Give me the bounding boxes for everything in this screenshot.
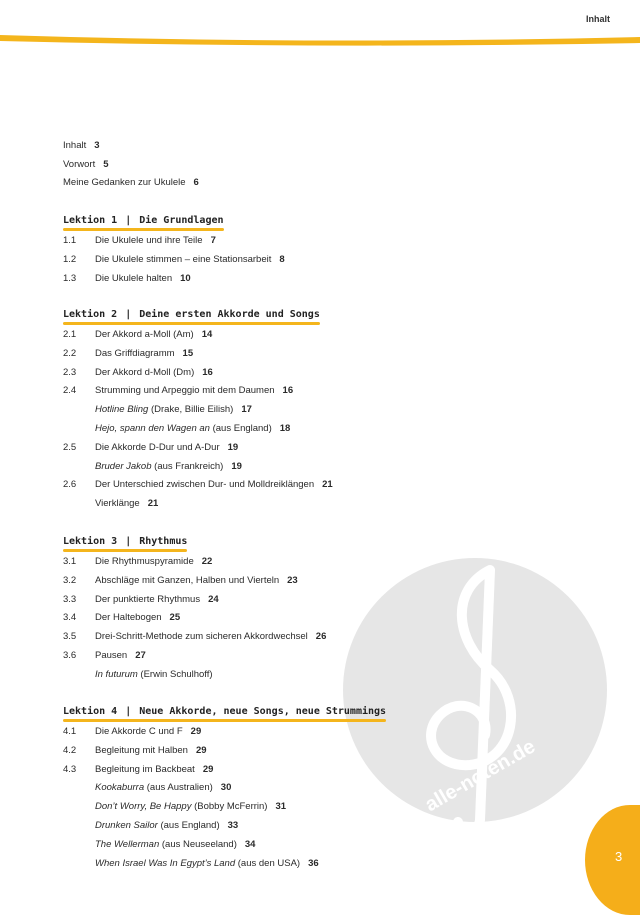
- lesson-underline: [63, 322, 320, 325]
- watermark-text: alle-noten.de: [421, 735, 540, 817]
- lesson-separator: |: [125, 706, 132, 717]
- entry-page: 7: [210, 235, 216, 246]
- lesson-heading[interactable]: [63, 309, 320, 322]
- entry-title: Meine Gedanken zur Ukulele: [63, 177, 186, 188]
- entry-number: 1.1: [63, 235, 77, 246]
- entry-page: 18: [279, 423, 291, 434]
- entry-page: 23: [287, 574, 298, 586]
- entry-page: 16: [282, 385, 294, 397]
- lesson-separator: |: [125, 215, 132, 226]
- toc-entry[interactable]: [63, 631, 326, 643]
- lesson-underline: [63, 719, 386, 722]
- lesson-separator: |: [125, 309, 132, 320]
- entry-number: 2.6: [63, 479, 77, 491]
- entry-title: Der punktierte Rhythmus: [95, 593, 201, 605]
- lesson-label: Lektion 1: [63, 215, 118, 226]
- entry-page: 29: [195, 744, 207, 756]
- lesson-label: Lektion 2: [63, 309, 118, 320]
- entry-title: Der Akkord d-Moll (Dm): [95, 366, 195, 378]
- entry-page: 15: [182, 347, 194, 359]
- entry-number: 4.3: [63, 763, 77, 775]
- entry-song-title: Hotline Bling: [95, 404, 149, 416]
- entry-page: 29: [202, 763, 214, 775]
- entry-song-origin: (Drake, Billie Eilish): [148, 404, 234, 416]
- entry-song-origin: (aus England): [209, 423, 272, 434]
- entry-page: 5: [103, 158, 109, 170]
- toc-entry[interactable]: [63, 839, 255, 851]
- entry-number: 4.2: [63, 744, 77, 756]
- entry-page: 21: [322, 479, 333, 491]
- toc-entry[interactable]: [63, 782, 231, 794]
- lesson-title: Rhythmus: [139, 536, 188, 547]
- entry-title: Abschläge mit Ganzen, Halben und Vierteln: [95, 574, 280, 586]
- toc-entry[interactable]: [63, 177, 199, 189]
- lesson-underline: [63, 228, 224, 231]
- entry-number: 1.3: [63, 272, 77, 284]
- toc-entry[interactable]: [63, 273, 191, 285]
- entry-number: 3.3: [63, 593, 77, 605]
- toc-entry[interactable]: [63, 650, 146, 662]
- entry-number: 2.4: [63, 385, 77, 397]
- entry-title: Die Ukulele stimmen – eine Stationsarbeit: [95, 253, 272, 265]
- entry-page: 8: [279, 253, 285, 265]
- toc-entry[interactable]: [63, 140, 100, 152]
- entry-title: Vorwort: [63, 158, 96, 170]
- toc-entry[interactable]: [63, 669, 213, 681]
- entry-song-title: Don’t Worry, Be Happy: [95, 801, 192, 813]
- entry-number: 3.2: [63, 574, 77, 586]
- lesson-heading[interactable]: [63, 706, 386, 719]
- entry-song-title: The Wellerman: [95, 838, 160, 850]
- toc-entry[interactable]: [63, 594, 219, 606]
- entry-song-title: Bruder Jakob: [95, 460, 152, 472]
- toc-entry[interactable]: [63, 726, 201, 738]
- header-section-label: Inhalt: [586, 14, 610, 24]
- entry-title: Drei-Schritt-Methode zum sicheren Akkordwechsel: [95, 631, 308, 643]
- toc-entry[interactable]: [63, 612, 180, 624]
- entry-number: 1.2: [63, 253, 77, 265]
- lesson-label: Lektion 3: [63, 536, 118, 547]
- entry-song-title: Drunken Sailor: [95, 820, 158, 831]
- entry-title: Pausen: [95, 650, 128, 661]
- entry-song-title: Hejo, spann den Wagen an: [95, 423, 210, 434]
- entry-title: Der Unterschied zwischen Dur- und Molldreiklängen: [95, 479, 315, 491]
- toc-entry[interactable]: [63, 404, 252, 416]
- entry-title: Begleitung mit Halben: [95, 744, 188, 756]
- top-accent-stripe: [0, 33, 640, 47]
- entry-number: 2.5: [63, 441, 77, 453]
- entry-song-title: When Israel Was In Egypt’s Land: [95, 857, 236, 869]
- entry-page: 26: [315, 631, 327, 643]
- treble-clef-icon: [340, 530, 610, 850]
- toc-entry[interactable]: [63, 461, 242, 473]
- entry-page: 27: [135, 650, 146, 661]
- toc-entry[interactable]: [63, 801, 286, 813]
- toc-entry[interactable]: [63, 764, 213, 776]
- toc-entry[interactable]: [63, 556, 212, 568]
- entry-title: Das Griffdiagramm: [95, 347, 175, 359]
- entry-number: 2.2: [63, 347, 77, 359]
- entry-page: 17: [241, 404, 252, 416]
- entry-number: 3.6: [63, 650, 77, 661]
- lesson-heading[interactable]: [63, 215, 224, 228]
- toc-entry[interactable]: [63, 159, 109, 171]
- entry-song-origin: (Erwin Schulhoff): [137, 668, 213, 680]
- entry-page: 36: [308, 857, 319, 869]
- lesson-label: Lektion 4: [63, 706, 118, 717]
- entry-title: Inhalt: [63, 140, 87, 151]
- entry-title: Vierklänge: [95, 498, 140, 510]
- entry-page: 24: [208, 593, 219, 605]
- entry-page: 34: [244, 838, 256, 850]
- entry-title: Der Haltebogen: [95, 612, 162, 624]
- toc-entry[interactable]: [63, 575, 298, 587]
- entry-number: 2.1: [63, 329, 77, 340]
- entry-page: 6: [193, 177, 199, 188]
- entry-title: Die Rhythmuspyramide: [95, 556, 194, 567]
- entry-page: 22: [201, 556, 213, 567]
- entry-title: Die Ukulele und ihre Teile: [95, 235, 203, 246]
- entry-number: 3.5: [63, 631, 77, 643]
- entry-page: 30: [220, 782, 232, 794]
- entry-song-origin: (aus Neuseeland): [159, 838, 237, 850]
- toc-entry[interactable]: [63, 858, 319, 870]
- entry-song-origin: (aus Australien): [144, 782, 213, 794]
- toc-entry[interactable]: [63, 367, 213, 379]
- entry-title: Die Akkorde C und F: [95, 726, 183, 737]
- entry-song-origin: (aus Frankreich): [151, 460, 224, 472]
- entry-page: 31: [275, 801, 287, 813]
- entry-page: 19: [231, 460, 242, 472]
- entry-number: 4.1: [63, 726, 77, 737]
- entry-page: 14: [201, 329, 213, 340]
- toc-entry[interactable]: [63, 254, 285, 266]
- page-number: 3: [615, 849, 623, 864]
- toc-entry[interactable]: [63, 498, 158, 510]
- toc-entry[interactable]: [63, 348, 193, 360]
- entry-song-origin: (Bobby McFerrin): [191, 801, 268, 813]
- entry-page: 19: [227, 441, 239, 453]
- toc-entry[interactable]: [63, 385, 293, 397]
- entry-number: 3.1: [63, 556, 77, 567]
- lesson-separator: |: [125, 536, 132, 547]
- lesson-title: Die Grundlagen: [139, 215, 224, 226]
- entry-page: 21: [147, 498, 159, 510]
- toc-entry[interactable]: [63, 745, 207, 757]
- toc-entry[interactable]: [63, 329, 212, 341]
- entry-song-origin: (aus den USA): [235, 857, 301, 869]
- entry-page: 3: [94, 140, 100, 151]
- lesson-heading[interactable]: [63, 536, 187, 549]
- entry-page: 16: [202, 366, 213, 378]
- entry-title: Die Akkorde D-Dur und A-Dur: [95, 441, 220, 453]
- entry-title: Der Akkord a-Moll (Am): [95, 329, 194, 340]
- lesson-title: Deine ersten Akkorde und Songs: [139, 309, 320, 320]
- entry-song-title: In futurum: [95, 668, 138, 680]
- entry-title: Die Ukulele halten: [95, 272, 173, 284]
- entry-title: Strumming und Arpeggio mit dem Daumen: [95, 385, 275, 397]
- entry-number: 2.3: [63, 366, 77, 378]
- entry-page: 10: [180, 272, 191, 284]
- lesson-underline: [63, 549, 187, 552]
- toc-entry[interactable]: [63, 820, 238, 832]
- toc-entry[interactable]: [63, 423, 290, 435]
- entry-song-title: Kookaburra: [95, 782, 145, 794]
- toc-entry[interactable]: [63, 442, 238, 454]
- entry-song-origin: (aus England): [157, 820, 220, 831]
- lesson-title: Neue Akkorde, neue Songs, neue Strummings: [139, 706, 387, 717]
- entry-title: Begleitung im Backbeat: [95, 763, 195, 775]
- entry-page: 33: [227, 820, 239, 831]
- toc-entry[interactable]: [63, 479, 333, 491]
- entry-page: 25: [169, 612, 181, 624]
- toc-entry[interactable]: [63, 235, 216, 247]
- entry-page: 29: [190, 726, 202, 737]
- entry-number: 3.4: [63, 612, 77, 624]
